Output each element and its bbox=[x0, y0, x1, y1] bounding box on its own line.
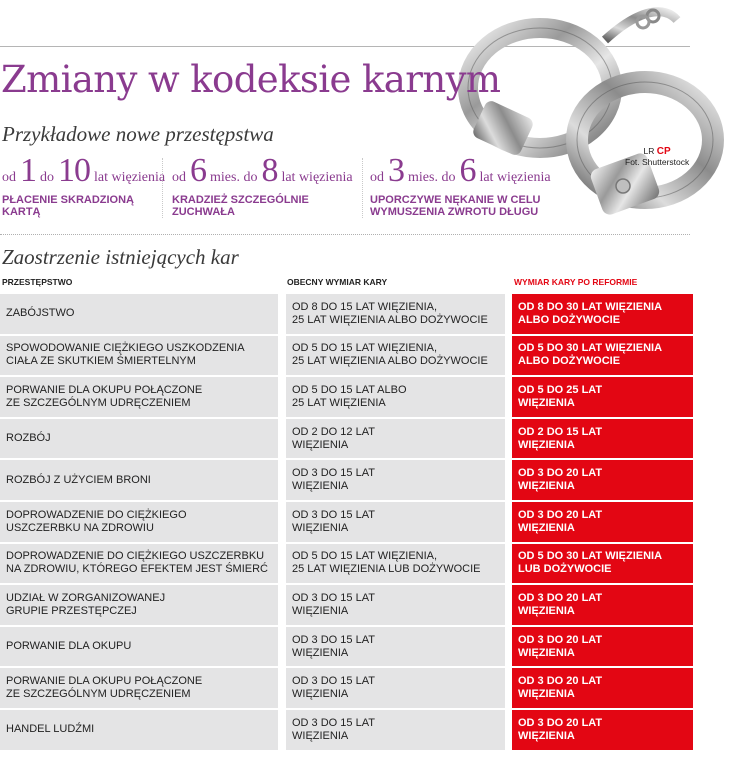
table-row bbox=[0, 294, 741, 336]
cell-line: OD 3 DO 20 LAT bbox=[518, 675, 603, 688]
penalty-mid: do bbox=[40, 170, 54, 185]
cell-line: OD 5 DO 30 LAT WIĘZIENIA bbox=[518, 342, 663, 355]
cell-line: OD 2 DO 15 LAT bbox=[518, 425, 603, 438]
penalty-max: 8 bbox=[261, 152, 278, 189]
cell-line: ZE SZCZEGÓLNYM UDRĘCZENIEM bbox=[6, 396, 191, 409]
cell-line: GRUPIE PRZESTĘPCZEJ bbox=[6, 604, 137, 617]
cp-logo: CP bbox=[656, 146, 671, 157]
new-crime-3 bbox=[370, 152, 555, 218]
penalty-mid: mies. do bbox=[408, 170, 456, 185]
cell-line: WIĘZIENIA bbox=[292, 729, 349, 742]
current-penalty-cell bbox=[286, 377, 505, 417]
divider bbox=[162, 158, 163, 218]
cell-line: WIĘZIENIA bbox=[292, 604, 349, 617]
cell-line: OD 5 DO 15 LAT WIĘZIENIA, bbox=[292, 342, 438, 355]
cell-line: 25 LAT WIĘZIENIA bbox=[292, 396, 386, 409]
credit-initials: LR bbox=[643, 146, 655, 156]
new-crime-label: PŁACENIE SKRADZIONĄ KARTĄ bbox=[2, 194, 135, 218]
table-row bbox=[0, 502, 741, 544]
penalty-prefix: od bbox=[2, 170, 16, 185]
cell-line: DOPROWADZENIE DO CIĘŻKIEGO USZCZERBKU bbox=[6, 550, 265, 563]
cell-line: OD 5 DO 15 LAT ALBO bbox=[292, 383, 407, 396]
cell-line: 25 LAT WIĘZIENIA ALBO DOŻYWOCIE bbox=[292, 313, 488, 326]
column-header-current: OBECNY WYMIAR KARY bbox=[287, 277, 388, 287]
table-row bbox=[0, 336, 741, 378]
divider bbox=[362, 158, 363, 218]
reform-penalty-cell bbox=[512, 627, 693, 667]
table-row bbox=[0, 419, 741, 461]
current-penalty-cell bbox=[286, 502, 505, 542]
cell-line: OD 2 DO 12 LAT bbox=[292, 425, 375, 438]
cell-line: WIĘZIENIA bbox=[518, 480, 575, 493]
reform-penalty-cell bbox=[512, 668, 693, 708]
cell-line: UDZIAŁ W ZORGANIZOWANEJ bbox=[6, 591, 166, 604]
cell-line: OD 3 DO 15 LAT bbox=[292, 633, 375, 646]
cell-line: OD 3 DO 15 LAT bbox=[292, 591, 375, 604]
cell-line: OD 3 DO 15 LAT bbox=[292, 508, 375, 521]
cell-line: OD 3 DO 15 LAT bbox=[292, 467, 375, 480]
cell-line: WIĘZIENIA bbox=[518, 521, 575, 534]
cell-line: WIĘZIENIA bbox=[292, 521, 349, 534]
reform-penalty-cell bbox=[512, 419, 693, 459]
table-row bbox=[0, 460, 741, 502]
cell-line: USZCZERBKU NA ZDROWIU bbox=[6, 521, 154, 534]
cell-line: OD 3 DO 20 LAT bbox=[518, 633, 603, 646]
new-crime-2 bbox=[172, 152, 353, 218]
current-penalty-cell bbox=[286, 710, 505, 750]
new-crime-label: UPORCZYWE NĘKANIE W CELU WYMUSZENIA ZWROTU DŁUGU bbox=[370, 194, 541, 218]
new-crime-1 bbox=[2, 152, 165, 218]
cell-line: OD 3 DO 20 LAT bbox=[518, 591, 603, 604]
cell-line: WIĘZIENIA bbox=[292, 480, 349, 493]
subtitle-new-crimes: Przykładowe nowe przestępstwa bbox=[2, 122, 274, 146]
penalty-unit: lat więzienia bbox=[94, 170, 166, 185]
penalty-max: 6 bbox=[459, 152, 476, 189]
cell-line: LUB DOŻYWOCIE bbox=[518, 563, 612, 576]
cell-line: WIĘZIENIA bbox=[292, 438, 349, 451]
penalty-mid: mies. do bbox=[210, 170, 258, 185]
reform-penalty-cell bbox=[512, 544, 693, 584]
cell-line: OD 8 DO 30 LAT WIĘZIENIA bbox=[518, 300, 663, 313]
crime-cell bbox=[0, 460, 278, 500]
table-row bbox=[0, 377, 741, 419]
current-penalty-cell bbox=[286, 668, 505, 708]
penalty-table bbox=[0, 294, 741, 752]
crime-cell bbox=[0, 294, 278, 334]
reform-penalty-cell bbox=[512, 336, 693, 376]
reform-penalty-cell bbox=[512, 377, 693, 417]
penalty-max: 10 bbox=[58, 152, 90, 189]
penalty-min: 3 bbox=[388, 152, 404, 189]
cell-line: ALBO DOŻYWOCIE bbox=[518, 313, 621, 326]
penalty-prefix: od bbox=[172, 170, 186, 185]
cell-line: ROZBÓJ Z UŻYCIEM BRONI bbox=[6, 473, 151, 486]
current-penalty-cell bbox=[286, 419, 505, 459]
section-divider bbox=[0, 234, 690, 235]
crime-cell bbox=[0, 336, 278, 376]
crime-cell bbox=[0, 544, 278, 584]
cell-line: WIĘZIENIA bbox=[518, 729, 575, 742]
cell-line: PORWANIE DLA OKUPU POŁĄCZONE bbox=[6, 383, 203, 396]
cell-line: HANDEL LUDŹMI bbox=[6, 723, 95, 736]
page-title: Zmiany w kodeksie karnym bbox=[1, 58, 501, 101]
table-row bbox=[0, 668, 741, 710]
current-penalty-cell bbox=[286, 544, 505, 584]
cell-line: ALBO DOŻYWOCIE bbox=[518, 355, 621, 368]
crime-cell bbox=[0, 419, 278, 459]
column-header-crime: PRZESTĘPSTWO bbox=[2, 277, 73, 287]
cell-line: OD 3 DO 20 LAT bbox=[518, 716, 603, 729]
penalty-unit: lat więzienia bbox=[479, 170, 551, 185]
cell-line: SPOWODOWANIE CIĘŻKIEGO USZKODZENIA bbox=[6, 342, 245, 355]
cell-line: WIĘZIENIA bbox=[518, 604, 575, 617]
new-crime-label: KRADZIEŻ SZCZEGÓLNIE ZUCHWAŁA bbox=[172, 194, 309, 218]
cell-line: 25 LAT WIĘZIENIA ALBO DOŻYWOCIE bbox=[292, 355, 488, 368]
table-row bbox=[0, 710, 741, 752]
penalty-min: 6 bbox=[190, 152, 206, 189]
crime-cell bbox=[0, 377, 278, 417]
crime-cell bbox=[0, 502, 278, 542]
table-row bbox=[0, 585, 741, 627]
table-row bbox=[0, 544, 741, 586]
cell-line: OD 5 DO 25 LAT bbox=[518, 383, 603, 396]
crime-cell bbox=[0, 627, 278, 667]
penalty-prefix: od bbox=[370, 170, 384, 185]
current-penalty-cell bbox=[286, 460, 505, 500]
reform-penalty-cell bbox=[512, 294, 693, 334]
reform-penalty-cell bbox=[512, 460, 693, 500]
cell-line: ZABÓJSTWO bbox=[6, 307, 75, 320]
column-header-reform: WYMIAR KARY PO REFORMIE bbox=[514, 277, 638, 287]
cell-line: ROZBÓJ bbox=[6, 432, 51, 445]
cell-line: PORWANIE DLA OKUPU POŁĄCZONE bbox=[6, 675, 203, 688]
cell-line: WIĘZIENIA bbox=[292, 646, 349, 659]
crime-cell bbox=[0, 668, 278, 708]
reform-penalty-cell bbox=[512, 502, 693, 542]
cell-line: NA ZDROWIU, KTÓREGO EFEKTEM JEST ŚMIERĆ bbox=[6, 563, 268, 576]
cell-line: WIĘZIENIA bbox=[518, 396, 575, 409]
cell-line: WIĘZIENIA bbox=[518, 688, 575, 701]
cell-line: OD 3 DO 20 LAT bbox=[518, 467, 603, 480]
current-penalty-cell bbox=[286, 585, 505, 625]
penalty-unit: lat więzienia bbox=[281, 170, 353, 185]
cell-line: OD 5 DO 15 LAT WIĘZIENIA, bbox=[292, 550, 438, 563]
credit-source: Fot. Shutterstock bbox=[625, 157, 690, 167]
cell-line: OD 5 DO 30 LAT WIĘZIENIA bbox=[518, 550, 663, 563]
penalty-min: 1 bbox=[20, 152, 36, 189]
cell-line: CIAŁA ZE SKUTKIEM ŚMIERTELNYM bbox=[6, 355, 196, 368]
cell-line: WIĘZIENIA bbox=[518, 646, 575, 659]
current-penalty-cell bbox=[286, 627, 505, 667]
crime-cell bbox=[0, 710, 278, 750]
cell-line: OD 3 DO 15 LAT bbox=[292, 675, 375, 688]
photo-credit bbox=[625, 146, 689, 168]
cell-line: WIĘZIENIA bbox=[292, 688, 349, 701]
cell-line: DOPROWADZENIE DO CIĘŻKIEGO bbox=[6, 508, 187, 521]
current-penalty-cell bbox=[286, 336, 505, 376]
current-penalty-cell bbox=[286, 294, 505, 334]
subtitle-tightening: Zaostrzenie istniejących kar bbox=[2, 245, 239, 269]
cell-line: OD 3 DO 20 LAT bbox=[518, 508, 603, 521]
cell-line: 25 LAT WIĘZIENIA LUB DOŻYWOCIE bbox=[292, 563, 481, 576]
cell-line: OD 8 DO 15 LAT WIĘZIENIA, bbox=[292, 300, 438, 313]
cell-line: WIĘZIENIA bbox=[518, 438, 575, 451]
crime-cell bbox=[0, 585, 278, 625]
cell-line: PORWANIE DLA OKUPU bbox=[6, 640, 132, 653]
table-row bbox=[0, 627, 741, 669]
cell-line: ZE SZCZEGÓLNYM UDRĘCZENIEM bbox=[6, 688, 191, 701]
cell-line: OD 3 DO 15 LAT bbox=[292, 716, 375, 729]
reform-penalty-cell bbox=[512, 585, 693, 625]
reform-penalty-cell bbox=[512, 710, 693, 750]
